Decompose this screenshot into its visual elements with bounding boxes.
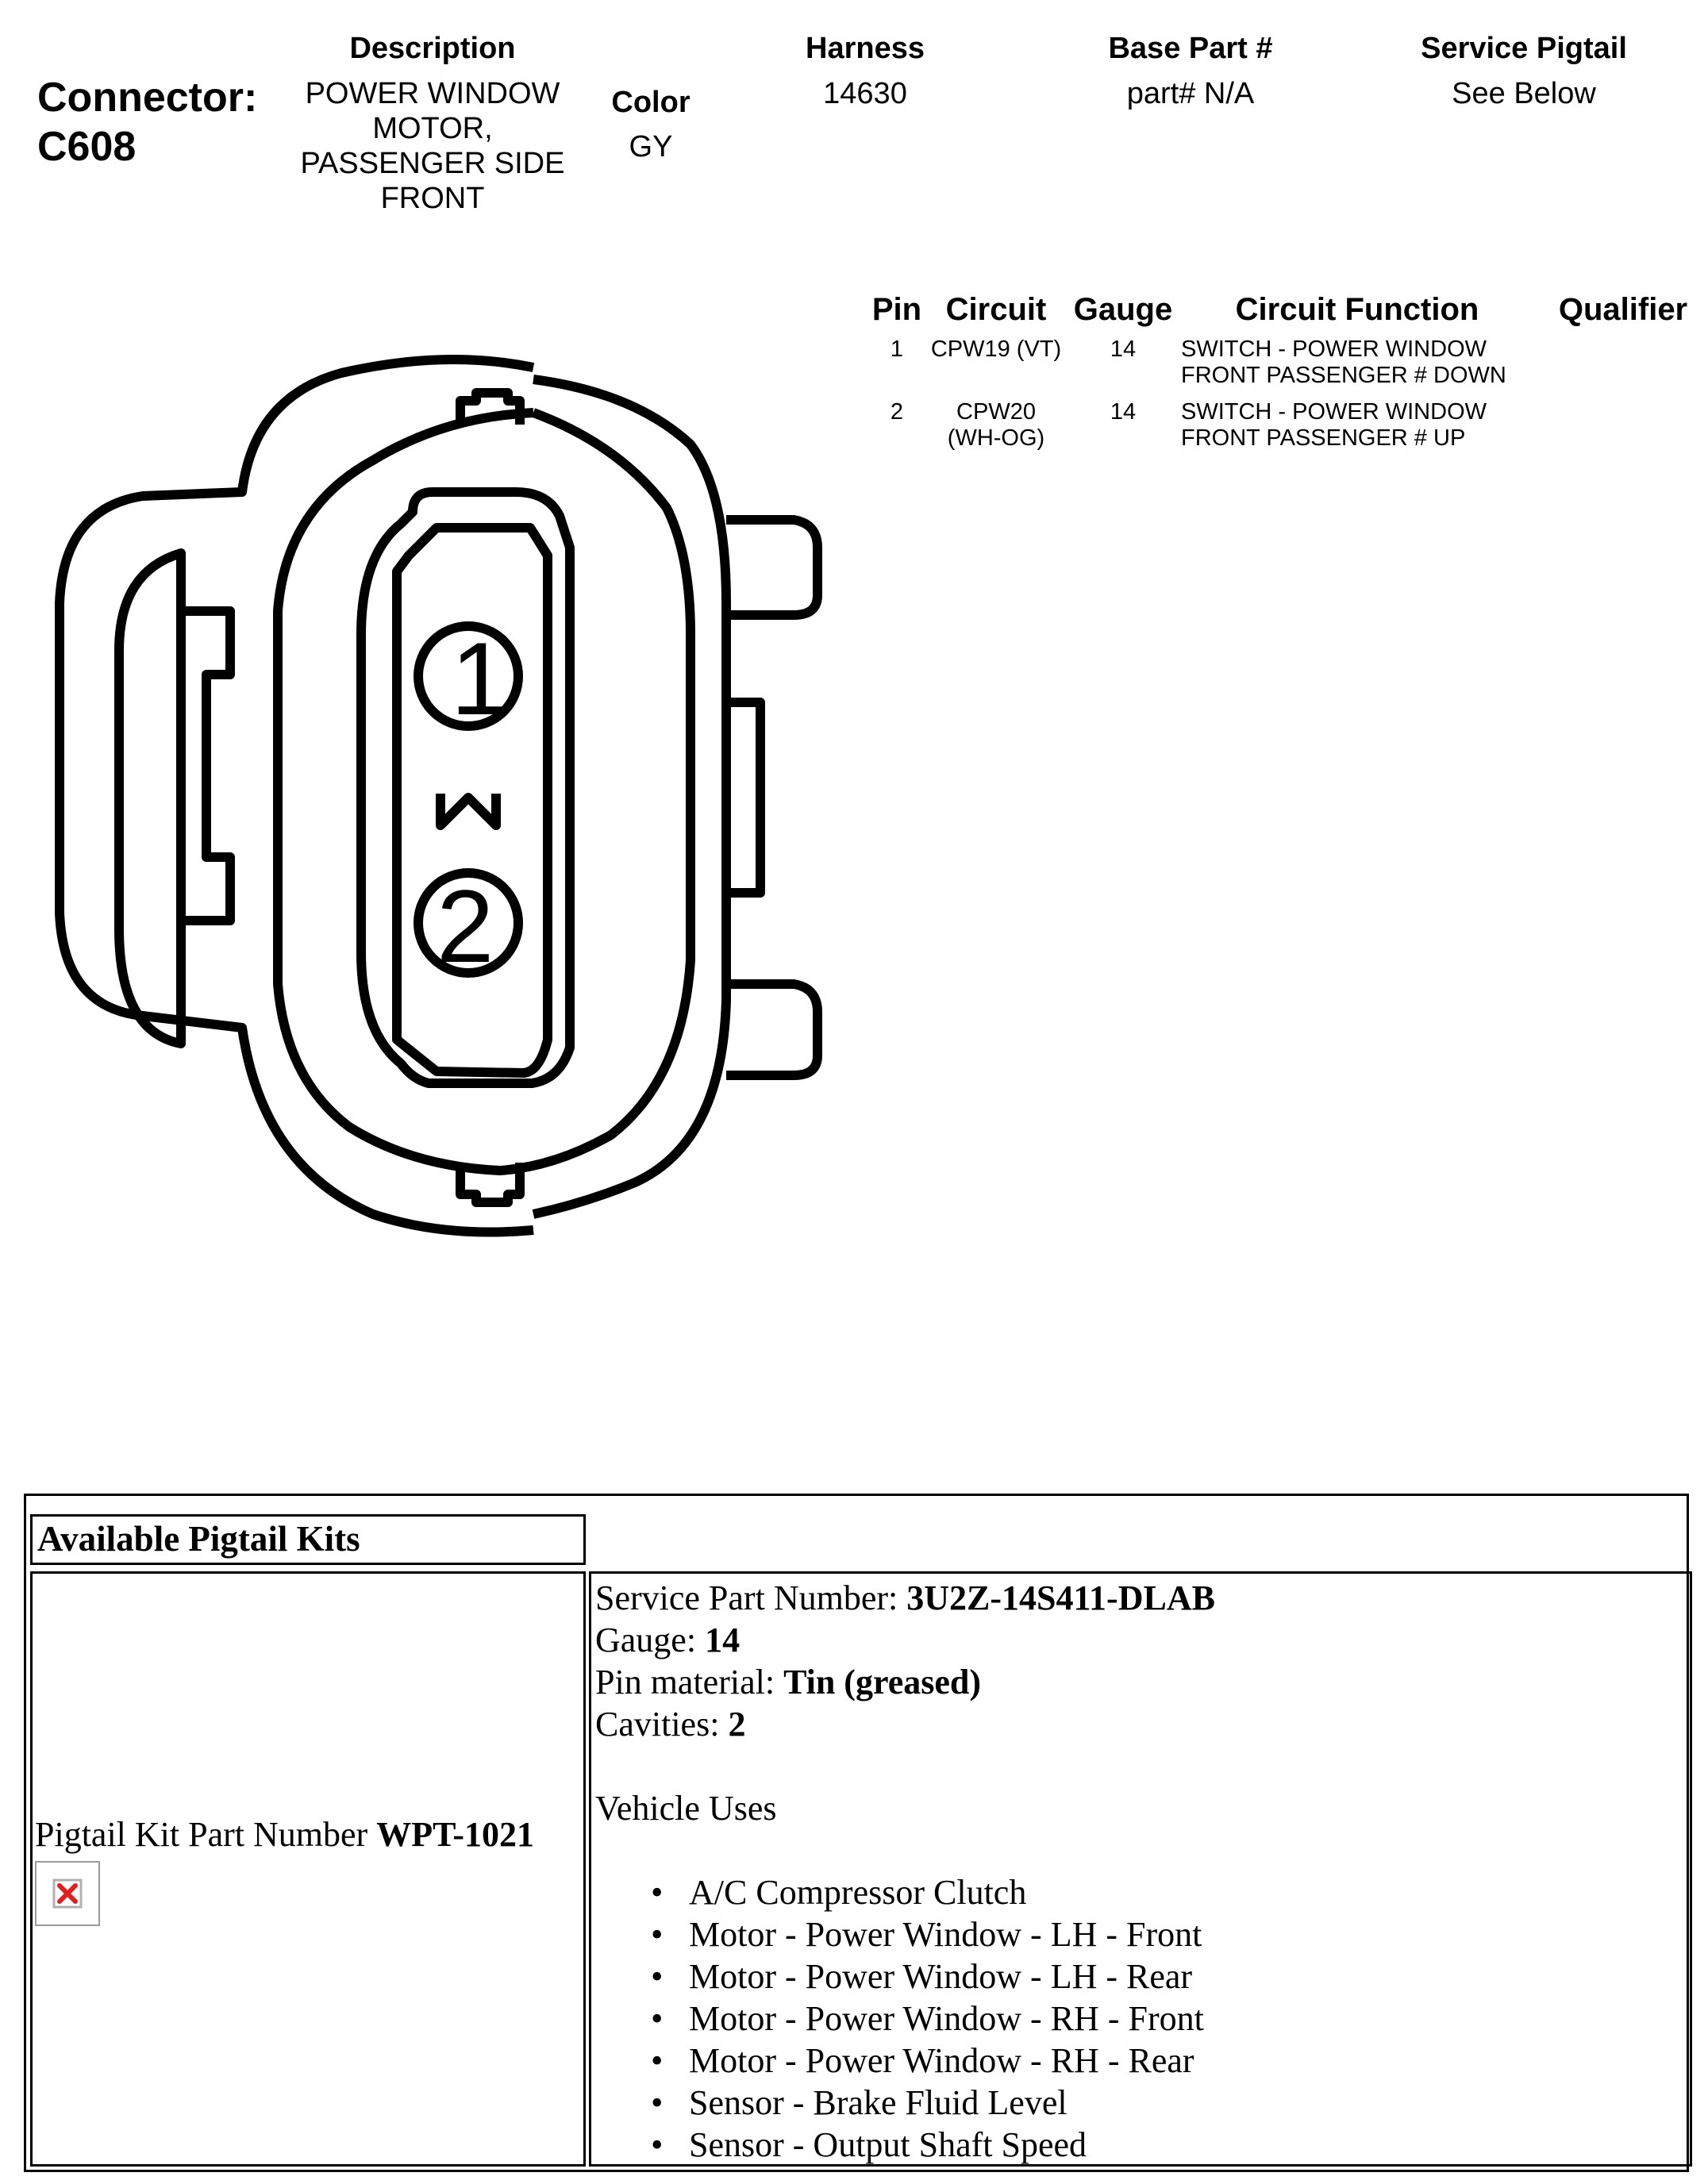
cavities-label: Cavities: (595, 1705, 729, 1744)
harness-value: 14630 (823, 77, 907, 110)
pin-material-row (595, 1661, 1683, 1703)
spacer (595, 1745, 1683, 1787)
list-item: • Motor - Power Window - RH - Rear (595, 2040, 1683, 2082)
broken-image-x-icon (37, 1863, 98, 1924)
list-item: • Sensor - Brake Fluid Level (595, 2082, 1683, 2124)
function-line: SWITCH - POWER WINDOW (1181, 399, 1487, 425)
circuit-function-cell (1181, 336, 1546, 389)
circuit-line: CPW19 (VT) (930, 336, 1062, 362)
base-part-header: Base Part # (1108, 32, 1273, 65)
function-line: SWITCH - POWER WINDOW (1181, 336, 1487, 362)
service-part-label: Service Part Number: (595, 1578, 907, 1617)
gauge-label: Gauge: (595, 1621, 706, 1659)
left-tooth-upper (181, 611, 230, 921)
pigtail-kit-number-value: WPT-1021 (376, 1815, 535, 1854)
cavities-row (595, 1703, 1683, 1745)
gauge-value: 14 (705, 1621, 741, 1659)
color-value: GY (629, 130, 673, 163)
circuit-column-header: Circuit (945, 292, 1047, 327)
pin-divider (440, 794, 496, 825)
gauge-cell: 14 (1110, 399, 1137, 425)
service-pigtail-value: See Below (1452, 77, 1596, 110)
description-line: PASSENGER SIDE (300, 147, 565, 180)
left-latch (119, 553, 181, 1044)
list-item: • Sensor - Output Shaft Speed (595, 2124, 1683, 2166)
circuit-function-cell (1181, 399, 1546, 452)
list-item: • Motor - Power Window - LH - Rear (595, 1955, 1683, 1998)
service-part-value: 3U2Z-14S411-DLAB (906, 1578, 1215, 1617)
pigtail-title-cell (30, 1514, 586, 1565)
pin-number: 2 (890, 399, 904, 425)
service-pigtail-header: Service Pigtail (1421, 32, 1627, 65)
pigtail-title: Available Pigtail Kits (37, 1519, 360, 1559)
circuit-line: (WH-OG) (947, 425, 1045, 451)
list-item: • Motor - Power Window - LH - Front (595, 1913, 1683, 1955)
connector-id: C608 (37, 124, 137, 170)
gauge-cell: 14 (1110, 336, 1137, 362)
color-header: Color (611, 86, 691, 119)
pigtail-kit-cell (30, 1571, 586, 2167)
circuit-line: CPW20 (956, 399, 1036, 425)
list-item: • Motor - Power Window - RH - Front (595, 1998, 1683, 2040)
right-bottom-tab (726, 984, 817, 1075)
base-part-value: part# N/A (1126, 77, 1255, 110)
right-top-tab (726, 520, 817, 615)
circuit-cell (921, 336, 1071, 363)
pin-number: 1 (890, 336, 904, 362)
connector-label (37, 73, 257, 171)
spacer (595, 1829, 1683, 1871)
harness-header: Harness (806, 32, 925, 65)
list-item: • A/C Compressor Clutch (595, 1871, 1683, 1913)
pigtail-kit-label: Pigtail Kit Part Number (35, 1815, 377, 1854)
description-value (270, 76, 595, 216)
pin-1-label: 1 (451, 621, 509, 736)
service-part-row (595, 1577, 1683, 1619)
description-line: MOTOR, (372, 112, 493, 145)
description-header: Description (349, 32, 516, 65)
pin-material-label: Pin material: (595, 1663, 784, 1701)
circuit-function-column-header: Circuit Function (1235, 292, 1479, 327)
description-line: POWER WINDOW (305, 77, 560, 110)
vehicle-uses-heading: Vehicle Uses (595, 1789, 777, 1828)
function-line: FRONT PASSENGER # UP (1181, 425, 1466, 451)
pin-2-label: 2 (437, 868, 494, 984)
connector-label-text: Connector: (37, 75, 258, 121)
outer-shell-right (533, 379, 726, 1214)
vehicle-uses-list (595, 1871, 1683, 2166)
connector-face-diagram (32, 333, 857, 1254)
gauge-row (595, 1619, 1683, 1661)
circuit-cell (921, 399, 1071, 452)
broken-image-icon (35, 1861, 100, 1926)
pin-column-header: Pin (871, 292, 922, 327)
pigtail-kit-number (35, 1813, 590, 1855)
pigtail-details (595, 1577, 1683, 2166)
right-middle-rail (726, 702, 760, 893)
pin-material-value: Tin (greased) (783, 1663, 982, 1701)
cavities-value: 2 (728, 1705, 746, 1744)
description-line: FRONT (380, 182, 485, 215)
qualifier-column-header: Qualifier (1558, 292, 1688, 327)
function-line: FRONT PASSENGER # DOWN (1181, 363, 1506, 388)
gauge-column-header: Gauge (1073, 292, 1173, 327)
